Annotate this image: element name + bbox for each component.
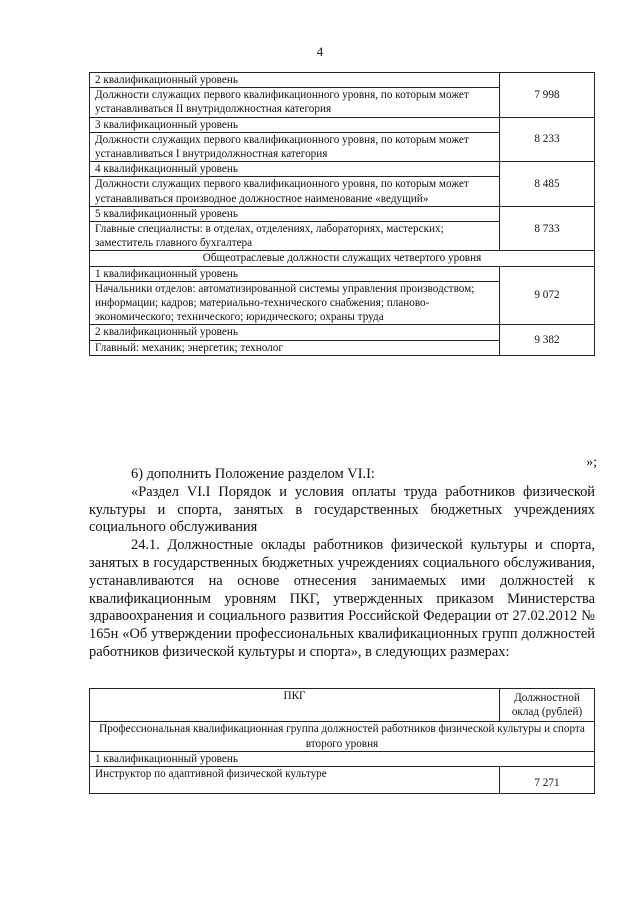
desc-cell: Инструктор по адаптивной физической культуре [90, 767, 500, 794]
group-header-cell: Профессиональная квалификационная группа должностей работников физической культуры и спорта второго уровня [90, 722, 595, 751]
desc-cell: Должности служащих первого квалификационного уровня, по которым может устанавливаться производное должностное наименование «ведущий» [90, 177, 500, 206]
level-cell: 1 квалификационный уровень [90, 751, 595, 766]
salary-cell: 7 271 [500, 767, 595, 794]
page-number: 4 [316, 44, 324, 59]
salary-cell: 7 998 [500, 73, 595, 118]
table-row [90, 73, 595, 88]
column-header-pkg: ПКГ [90, 689, 500, 722]
table-row [90, 266, 595, 281]
desc-cell: Главный: механик; энергетик; технолог [90, 340, 500, 355]
body-text [89, 466, 595, 662]
desc-cell: Должности служащих первого квалификационного уровня, по которым может устанавливаться I внутридолжностная категория [90, 132, 500, 161]
group-header-cell: Общеотраслевые должности служащих четвертого уровня [90, 251, 595, 266]
closing-quote: »; [586, 455, 597, 470]
table-row [90, 117, 595, 132]
table-row [90, 751, 595, 766]
level-cell: 2 квалификационный уровень [90, 73, 500, 88]
level-cell: 1 квалификационный уровень [90, 266, 500, 281]
level-cell: 3 квалификационный уровень [90, 117, 500, 132]
paragraph: 6) дополнить Положение разделом VI.I: [131, 466, 375, 482]
salary-cell: 9 072 [500, 266, 595, 325]
table-row [90, 206, 595, 221]
table-row [90, 689, 595, 722]
desc-cell: Главные специалисты: в отделах, отделениях, лабораториях, мастерских; заместитель главного бухгалтера [90, 222, 500, 251]
salary-cell: 9 382 [500, 325, 595, 355]
table-row [90, 722, 595, 751]
paragraph: «Раздел VI.I Порядок и условия оплаты труда работников физической культуры и спорта, занятых в государственных бюджетных учреждениях социального обслуживания [89, 483, 595, 536]
salary-cell: 8 485 [500, 162, 595, 207]
table-row [90, 162, 595, 177]
column-header-salary: Должностной оклад (рублей) [500, 689, 595, 722]
paragraph: 24.1. Должностные оклады работников физической культуры и спорта, занятых в государственных бюджетных учреждениях социального обслуживания, устанавливаются на основе отнесения занимаемых ими должностей к квалификационным уровням ПКГ, утвержденных приказом Министерства здравоохранения и социального развития Российской Федерации от 27.02.2012 № 165н «Об утверждении профессиональных квалификационных групп должностей работников физической культуры и спорта», в следующих размерах: [89, 537, 595, 660]
desc-cell: Начальники отделов: автоматизированной системы управления производством; информации; кадров; материально-технического снабжения; планово-экономического; технического; юридического; охраны труда [90, 281, 500, 325]
level-cell: 4 квалификационный уровень [90, 162, 500, 177]
desc-cell: Должности служащих первого квалификационного уровня, по которым может устанавливаться II внутридолжностная категория [90, 88, 500, 117]
salary-table-continued [89, 72, 595, 356]
table-row [90, 325, 595, 340]
table-row [90, 767, 595, 794]
sports-salary-table [89, 688, 595, 794]
table-row [90, 251, 595, 266]
level-cell: 5 квалификационный уровень [90, 206, 500, 221]
salary-cell: 8 233 [500, 117, 595, 162]
level-cell: 2 квалификационный уровень [90, 325, 500, 340]
salary-cell: 8 733 [500, 206, 595, 251]
